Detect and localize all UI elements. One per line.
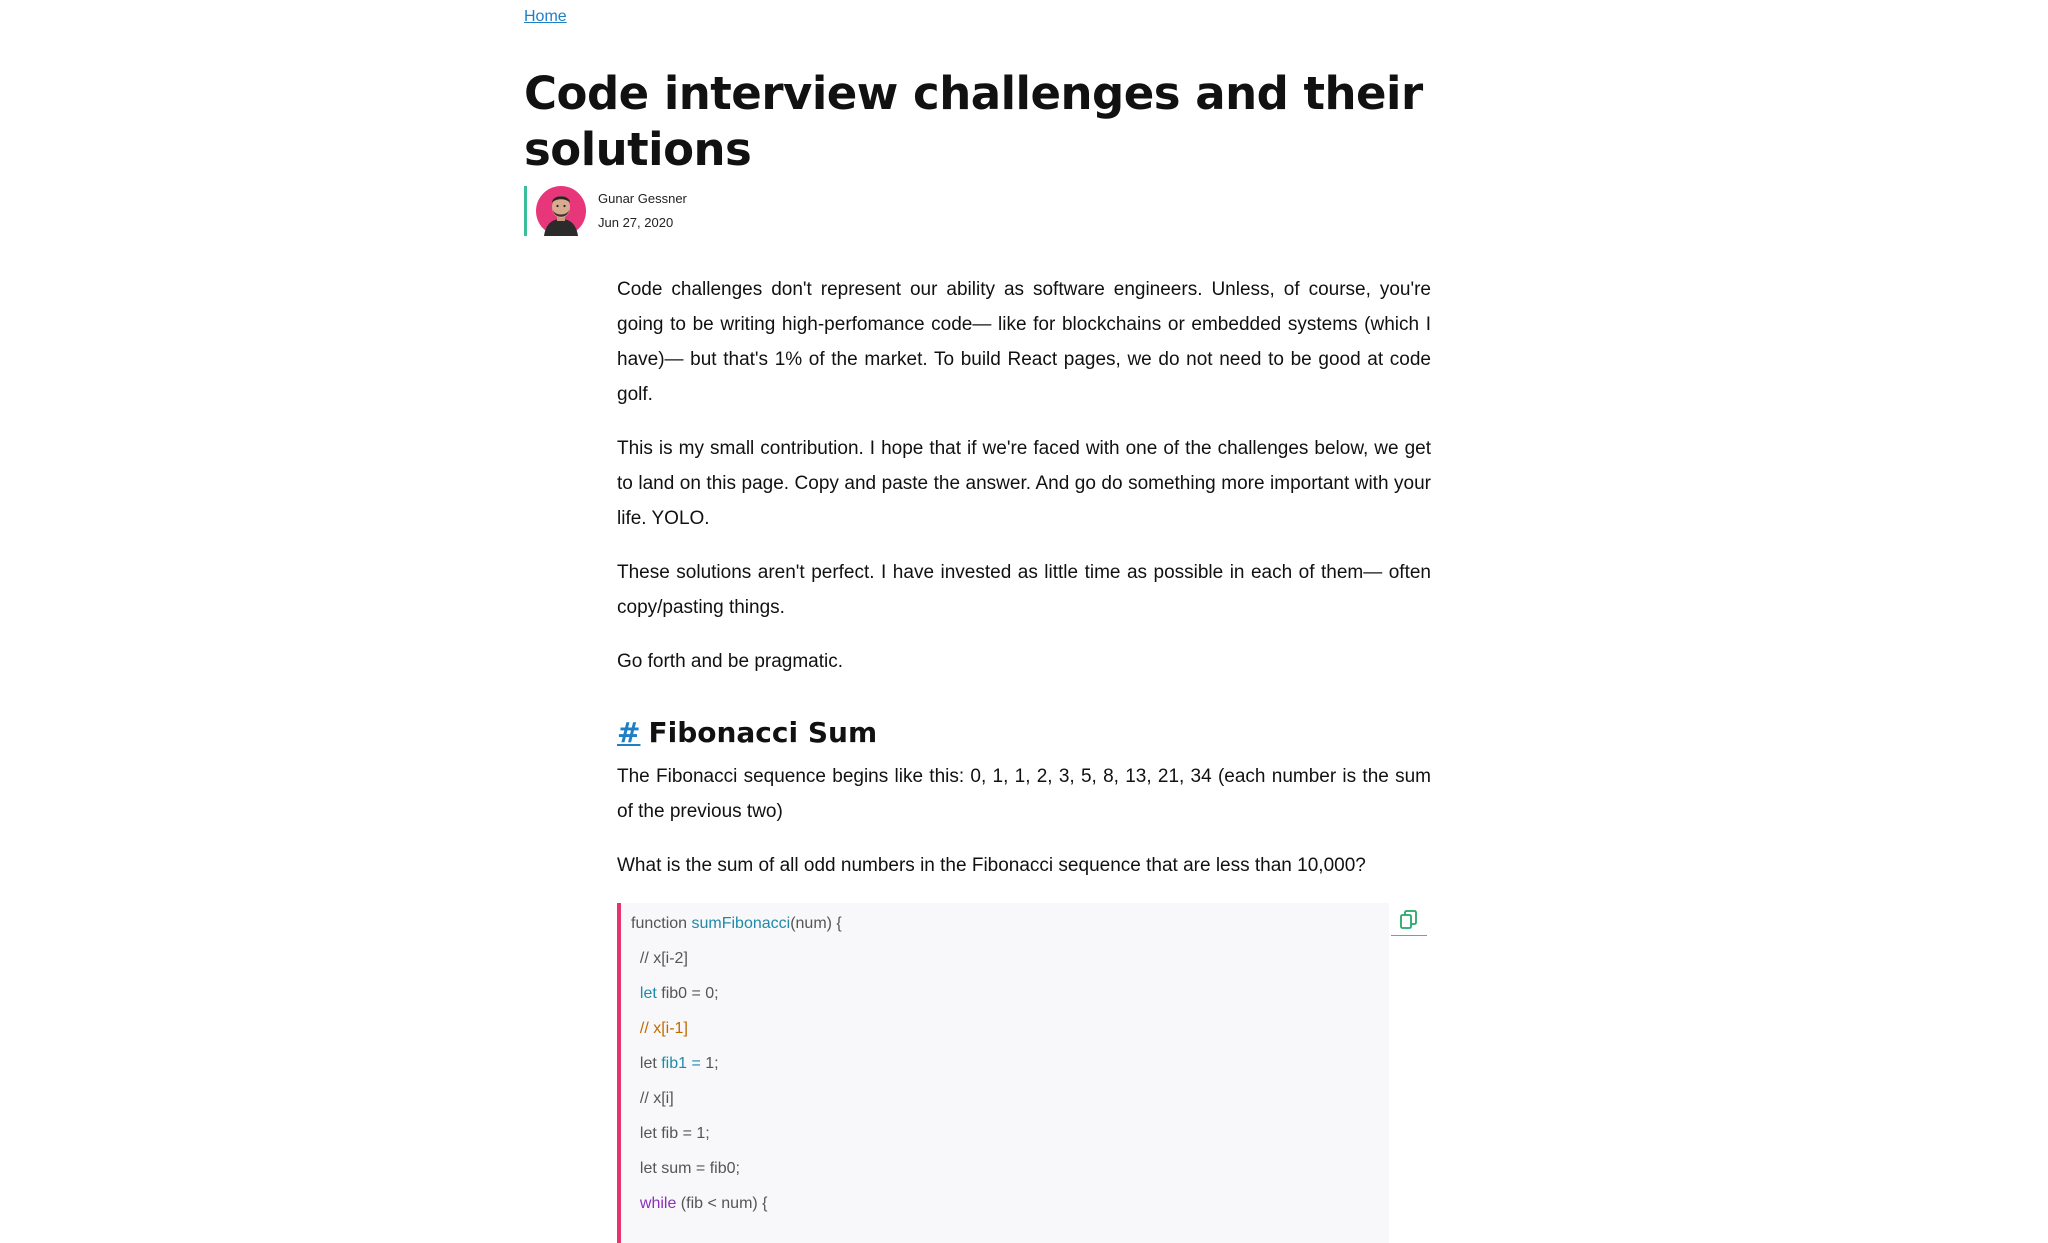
paragraph: These solutions aren't perfect. I have invested as little time as possible in each of them— often copy/pasting things. [617, 562, 1431, 618]
publish-date: Jun 27, 2020 [598, 215, 674, 230]
code-line [631, 976, 1389, 1011]
code-line: // x[i-2] [631, 950, 688, 967]
paragraph: The Fibonacci sequence begins like this: 0, 1, 1, 2, 3, 5, 8, 13, 21, 34 (each number is the sum of the previous two) [617, 766, 1431, 822]
code-token: sumFibonacci [691, 915, 791, 932]
paragraph: Code challenges don't represent our ability as software engineers. Unless, of course, you're going to be writing high-perfomance code— like for blockchains or embedded systems (which I have)— but that's 1% of the market. To build React pages, we do not need to be good at code golf. [617, 279, 1431, 405]
code-block[interactable] [617, 903, 1389, 1243]
paragraph: Go forth and be pragmatic. [617, 651, 844, 672]
author-card [524, 186, 687, 236]
code-line: // x[i] [631, 1090, 674, 1107]
heading-text: Fibonacci Sum [648, 716, 878, 749]
code-line [631, 906, 1389, 941]
code-line [631, 1046, 1389, 1081]
code-line: let sum = fib0; [631, 1160, 740, 1177]
article-body [617, 272, 1431, 1243]
code-token: let [631, 985, 657, 1002]
copy-icon [1400, 910, 1418, 930]
code-token: function [631, 915, 692, 932]
code-line: let fib = 1; [631, 1125, 710, 1142]
home-link[interactable]: Home [524, 8, 567, 25]
copy-code-button[interactable] [1391, 905, 1427, 936]
heading-anchor-link[interactable]: # [617, 716, 641, 749]
code-token: (num) { [790, 915, 842, 932]
code-token: fib0 = 0; [656, 985, 719, 1002]
code-line: // x[i-1] [631, 1020, 688, 1037]
page-title: Code interview challenges and their solutions [524, 67, 1423, 176]
code-token: fib1 = [661, 1055, 701, 1072]
author-name: Gunar Gessner [598, 191, 687, 206]
paragraph: What is the sum of all odd numbers in the Fibonacci sequence that are less than 10,000? [617, 855, 1366, 876]
code-token: 1; [700, 1055, 719, 1072]
code-token: while [631, 1195, 677, 1212]
code-token: let [631, 1055, 662, 1072]
paragraph: This is my small contribution. I hope that if we're faced with one of the challenges below, we get to land on this page. Copy and paste the answer. And go do something more important with your life. YOLO. [617, 438, 1431, 529]
code-token: (fib < num) { [676, 1195, 768, 1212]
author-meta [598, 187, 687, 235]
avatar [536, 186, 586, 236]
code-line [631, 1186, 1389, 1221]
section-heading [617, 713, 1431, 753]
